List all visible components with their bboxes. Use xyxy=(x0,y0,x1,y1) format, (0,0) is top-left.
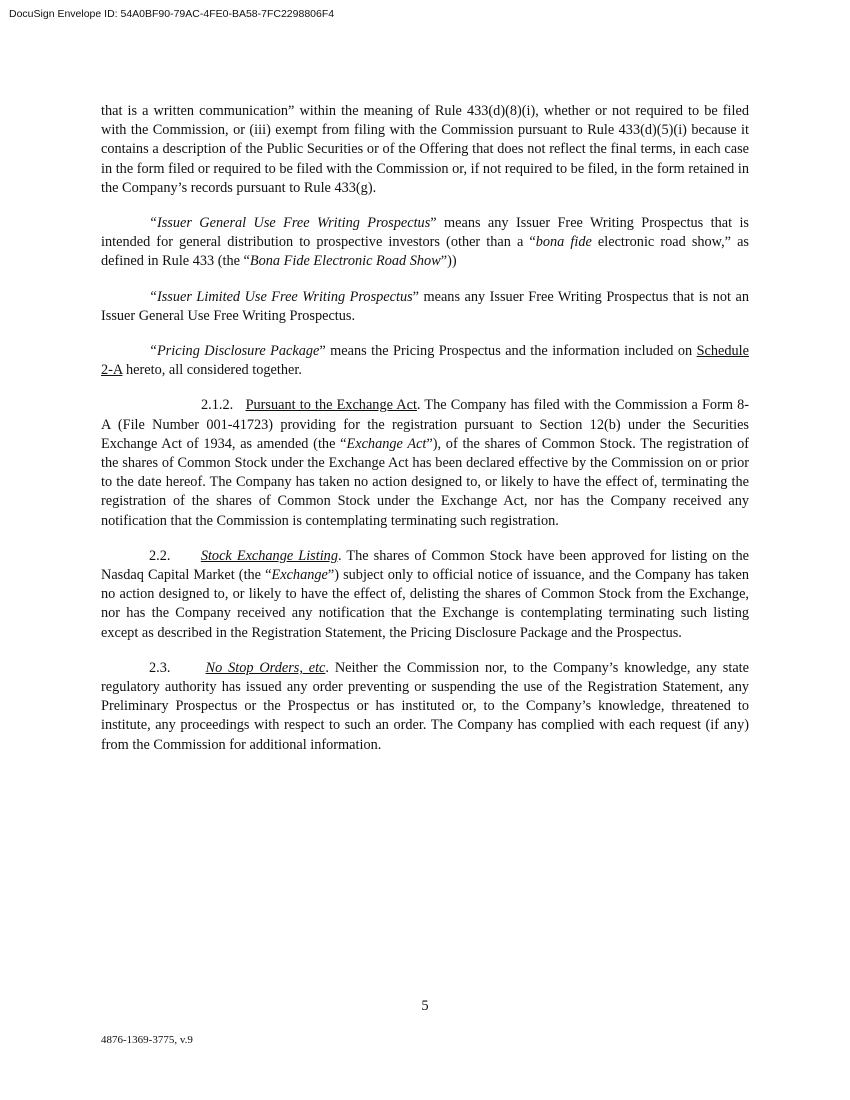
defined-term: Bona Fide Electronic Road Show xyxy=(249,253,441,270)
page-number: 5 xyxy=(421,998,429,1014)
section-heading: Pursuant to the Exchange Act xyxy=(245,397,417,414)
defined-term: Issuer Limited Use Free Writing Prospectus xyxy=(156,288,413,305)
paragraph-issuer-limited-use: “Issuer Limited Use Free Writing Prospectus” means any Issuer Free Writing Prospectus that is not an Issuer General Use Free Writing Prospectus. xyxy=(101,288,749,324)
defined-term-open-quote: “ xyxy=(149,343,157,360)
schedule-reference: Schedule 2-A xyxy=(101,343,749,379)
defined-term: bona fide xyxy=(535,234,592,251)
defined-term: Issuer General Use Free Writing Prospectus xyxy=(156,215,431,232)
section-2-3: 2.3. No Stop Orders, etc. Neither the Commission nor, to the Company’s knowledge, any state regulatory authority has issued any order preventing or suspending the use of the Registration Statement, any Preliminary Prospectus or the Prospectus or has instituted or, to the Company’s knowledge, threatened to institute, any proceedings with respect to such an order. The Company has complied with each request (if any) from the Commission for additional information. xyxy=(101,659,749,753)
document-body xyxy=(101,102,749,771)
section-2-1-2: 2.1.2. Pursuant to the Exchange Act. The Company has filed with the Commission a Form 8-A (File Number 001-41723) providing for the registration pursuant to Section 12(b) under the Securities Exchange Act of 1934, as amended (the “Exchange Act”), of the shares of Common Stock. The registration of the shares of Common Stock under the Exchange Act has been declared effective by the Commission on or prior to the date hereof. The Company has taken no action designed to, or likely to have the effect of, terminating the registration of the shares of Common Stock under the Exchange Act, nor has the Company received any notification that the Commission is contemplating terminating such registration. xyxy=(101,397,750,529)
defined-term: Exchange xyxy=(271,567,328,584)
defined-term: Exchange Act xyxy=(346,435,427,452)
defined-term-open-quote: “ xyxy=(149,288,157,305)
section-2-2: 2.2. Stock Exchange Listing. The shares of Common Stock have been approved for listing on the Nasdaq Capital Market (the “Exchange”) subject only to official notice of issuance, and the Company has taken no action designed to, or likely to have the effect of, delisting the shares of Common Stock from the Exchange, nor has the Company received any notification that the Exchange is contemplating terminating such listing except as described in the Registration Statement, the Pricing Disclosure Package and the Prospectus. xyxy=(101,547,750,641)
paragraph-pricing-disclosure-package: “Pricing Disclosure Package” means the Pricing Prospectus and the information included on Schedule 2-A hereto, all considered together. xyxy=(101,343,749,379)
section-number: 2.2. xyxy=(149,547,171,564)
section-number: 2.3. xyxy=(149,659,171,676)
section-number: 2.1.2. xyxy=(201,397,234,414)
paragraph-free-writing-prospectus-cont: that is a written communication” within the meaning of Rule 433(d)(8)(i), whether or not required to be filed with the Commission, or (iii) exempt from filing with the Commission pursuant to Rule 433(d)(5)(i) because it contains a description of the Public Securities or of the Offering that does not reflect the final terms, in each case in the form filed or required to be filed with the Commission or, if not required to be filed, in the form retained in the Company’s records pursuant to Rule 433(g). xyxy=(101,103,749,196)
document-id: 4876-1369-3775, v.9 xyxy=(101,1034,193,1046)
section-heading: No Stop Orders, etc xyxy=(205,659,326,676)
defined-term-open-quote: “ xyxy=(149,215,157,232)
defined-term: Pricing Disclosure Package xyxy=(156,343,320,360)
paragraph-issuer-general-use: “Issuer General Use Free Writing Prospectus” means any Issuer Free Writing Prospectus that is intended for general distribution to prospective investors (other than a “bona fide electronic road show,” as defined in Rule 433 (the “Bona Fide Electronic Road Show”)) xyxy=(101,215,749,270)
docusign-envelope-id: DocuSign Envelope ID: 54A0BF90-79AC-4FE0-BA58-7FC2298806F4 xyxy=(9,8,335,20)
section-heading: Stock Exchange Listing xyxy=(200,547,338,564)
